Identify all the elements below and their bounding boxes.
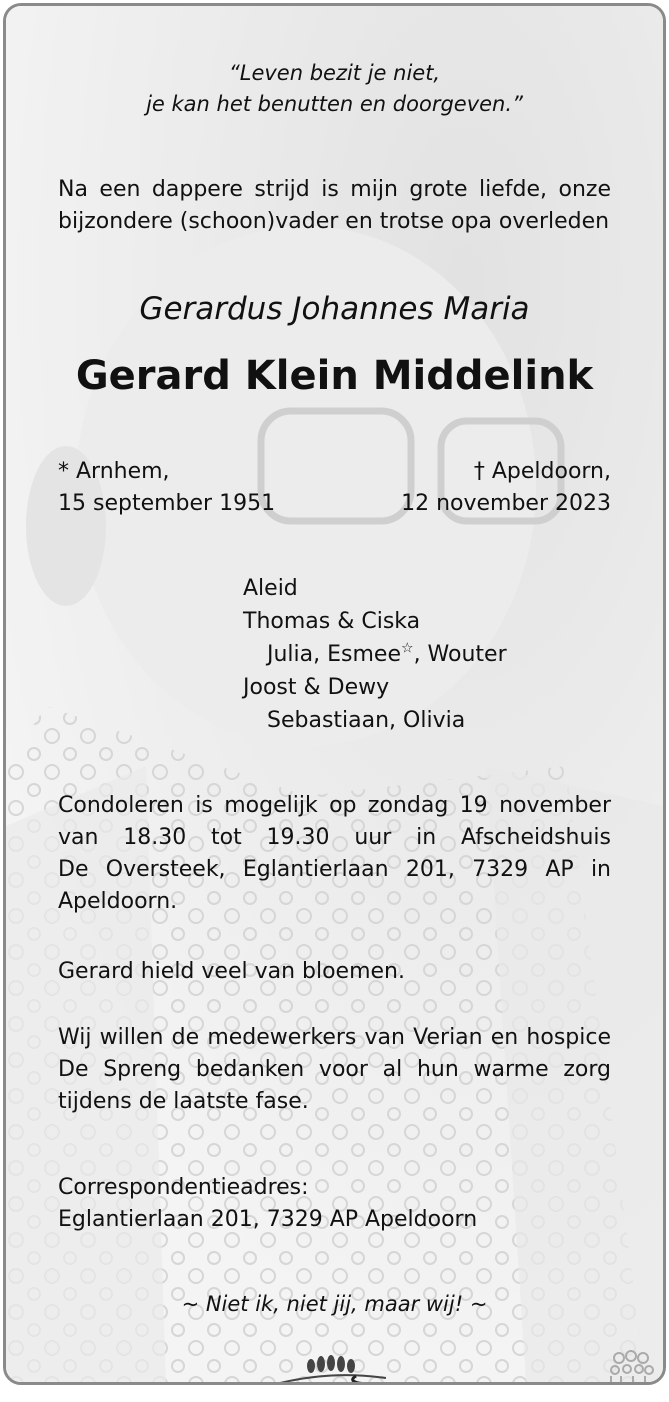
address-block [58,1172,611,1236]
deceased-name: Gerard Klein Middelink [75,353,594,399]
grandchildren: Sebastiaan, Olivia [267,708,466,733]
condolence-line: Condoleren is mogelijk op zondag 19 november [58,793,611,818]
star-icon: ☆ [401,640,414,657]
intro-line: bijzondere (schoon)vader en trotse opa overleden [58,209,610,234]
death-info [401,456,611,520]
thanks-line: tijdens de laatste fase. [58,1089,309,1114]
thanks-line: De Spreng bedanken voor al hun warme zorg [58,1057,611,1082]
condolence-line: van 18.30 tot 19.30 uur in Afscheidshuis [58,825,611,850]
trees-logo-icon [276,1352,386,1385]
given-names: Gerardus Johannes Maria [139,291,530,327]
intro-text [58,174,611,238]
grandchildren [243,638,507,671]
family-member: Thomas & Ciska [243,609,421,634]
birth-info [58,456,275,520]
flowers-text: Gerard hield veel van bloemen. [58,959,405,984]
address-label: Correspondentieadres: [58,1175,309,1200]
quote-line: “Leven bezit je niet, [228,61,441,85]
death-place: † Apeldoorn, [473,459,611,484]
address-value: Eglantierlaan 201, 7329 AP Apeldoorn [58,1207,478,1232]
birth-place: * Arnhem, [58,459,170,484]
people-group-icon [607,1350,655,1384]
intro-line: Na een dappere strijd is mijn grote liefde, onze [58,177,611,202]
thanks-text [58,1022,611,1118]
thanks-line: Wij willen de medewerkers van Verian en hospice [58,1025,611,1050]
condolence-line: Apeldoorn. [58,889,178,914]
family-member: Joost & Dewy [243,675,390,700]
family-list [243,572,507,737]
death-date: 12 november 2023 [401,491,611,516]
obituary-card [3,3,666,1385]
opening-quote [6,58,663,120]
motto: ~ Niet ik, niet jij, maar wij! ~ [181,1292,488,1316]
family-member: Aleid [243,576,298,601]
condolence-line: De Oversteek, Eglantierlaan 201, 7329 AP in [58,857,611,882]
quote-line: je kan het benutten en doorgeven.” [146,92,523,116]
birth-date: 15 september 1951 [58,491,276,516]
grandchildren-names: Julia, Esmee [267,642,401,667]
grandchildren-names: , Wouter [413,642,507,667]
condolence-text [58,790,611,918]
